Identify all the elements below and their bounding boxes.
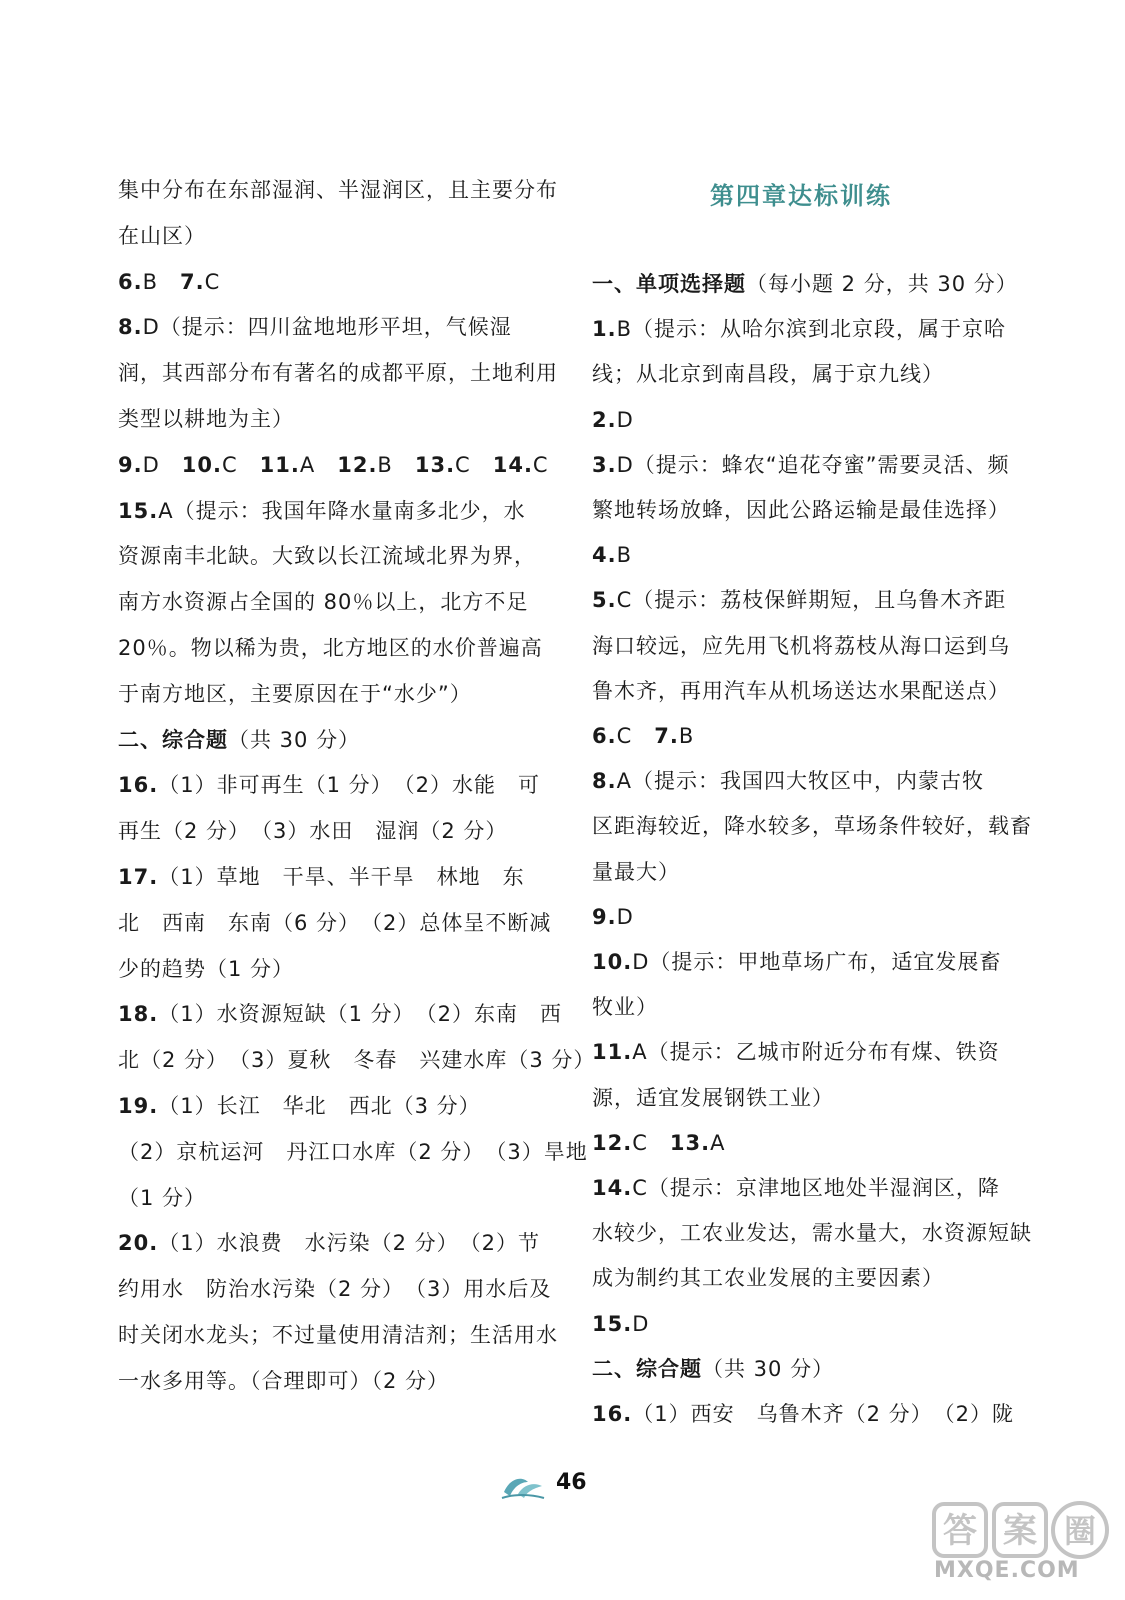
text-span: 一水多用等。（合理即可）（2 分） (118, 1368, 450, 1393)
left-line (118, 542, 536, 570)
bold-label: 6. (592, 724, 617, 748)
right-line (592, 1219, 1032, 1247)
bold-label: 4. (592, 543, 617, 568)
text-span: B (377, 452, 415, 477)
text-span: 再生（2 分） （3）水田 湿润（2 分） (118, 819, 508, 844)
right-line (592, 722, 694, 750)
text-span: D (632, 1311, 650, 1336)
right-line (592, 812, 1032, 840)
text-span: （1）水浪费 水污染（2 分） （2）节 (158, 1231, 540, 1256)
left-line (118, 955, 294, 983)
text-span: C (616, 724, 655, 748)
bold-label: 10. (181, 452, 222, 477)
watermark-logo (928, 1496, 1118, 1596)
text-span: 量最大） (592, 859, 680, 884)
bold-label: 19. (118, 1094, 159, 1118)
bold-label: 7. (180, 269, 205, 294)
bold-label: 一、单项选择题 (592, 272, 746, 296)
right-line (592, 270, 1018, 298)
left-line (118, 588, 528, 616)
text-span: C (221, 452, 260, 477)
left-line (118, 1184, 206, 1212)
text-span: （共 30 分） (228, 727, 361, 752)
right-line (592, 496, 1010, 524)
bold-label: 11. (592, 1040, 633, 1065)
text-span: （2）京杭运河 丹江口水库（2 分） （3）旱地 (118, 1139, 588, 1164)
right-line (592, 1355, 834, 1383)
bold-label: 8. (592, 769, 617, 794)
right-line (592, 406, 634, 434)
bold-label: 15. (118, 498, 159, 523)
right-line (592, 360, 944, 388)
right-line (592, 903, 634, 931)
bold-label: 17. (118, 865, 159, 889)
text-span: （1 分） (118, 1185, 207, 1210)
left-line (118, 1138, 588, 1166)
right-line (592, 1400, 1014, 1428)
text-span: B (616, 543, 633, 568)
text-span: 源，适宜发展钢铁工业） (592, 1085, 834, 1110)
right-line (592, 677, 1010, 705)
left-line (118, 1321, 558, 1349)
text-span: 牧业） (592, 995, 658, 1020)
text-span: 类型以耕地为主） (118, 407, 294, 431)
text-span: 海口较远，应先用飞机将荔枝从海口运到乌 (592, 633, 1010, 658)
right-line (592, 767, 984, 795)
left-line (118, 1367, 449, 1395)
text-span: A（提示：我国年降水量南多北少，水 (158, 498, 526, 523)
text-span: 集中分布在东部湿润、半湿润区，且主要分布 (118, 178, 558, 202)
text-span: 北（2 分） （3）夏秋 冬春 兴建水库（3 分） (118, 1048, 596, 1073)
text-span: A (299, 452, 338, 477)
right-line (592, 315, 1006, 343)
text-span: D (616, 904, 634, 929)
bold-label: 9. (592, 904, 617, 929)
right-line (592, 632, 1010, 660)
left-line (118, 1092, 481, 1120)
right-line (592, 1264, 944, 1292)
right-line (592, 1129, 725, 1157)
text-span: D（提示：蜂农“追花夺蜜”需要灵活、频 (616, 452, 1010, 477)
text-span: （共 30 分） (702, 1356, 835, 1381)
left-line (118, 863, 525, 891)
text-span: B (678, 724, 695, 748)
bold-label: 18. (118, 1002, 159, 1027)
bold-label: 16. (118, 773, 159, 798)
text-span: D (142, 452, 182, 477)
bold-label: 6. (118, 269, 143, 294)
text-span: 成为制约其工农业发展的主要因素） (592, 1266, 944, 1291)
text-span: C (455, 452, 493, 477)
left-line (118, 726, 360, 754)
left-line (118, 1275, 551, 1303)
bold-label: 二、综合题 (118, 727, 228, 752)
page-footer (500, 1468, 625, 1508)
text-span: 鲁木齐，再用汽车从机场送达水果配送点） (592, 678, 1010, 703)
watermark-text: MXQE.COM (934, 1558, 1080, 1583)
text-span: 于南方地区，主要原因在于“水少”） (118, 681, 472, 706)
bold-label: 10. (592, 950, 633, 974)
leaf-logo-icon (500, 1468, 546, 1504)
text-span: 时关闭水龙头；不过量使用清洁剂；生活用水 (118, 1323, 558, 1347)
bold-label: 5. (592, 588, 617, 613)
bold-label: 12. (592, 1130, 633, 1155)
right-line (592, 1038, 1000, 1066)
left-line (118, 497, 526, 525)
bold-label: 15. (592, 1311, 633, 1336)
bold-label: 13. (669, 1130, 711, 1155)
svg-text:案: 案 (1003, 1511, 1037, 1551)
bold-label: 14. (492, 452, 533, 477)
text-span: C（提示：京津地区地处半湿润区，降 (632, 1176, 1000, 1200)
chapter-heading: 第四章达标训练 (710, 181, 892, 210)
bold-label: 13. (414, 452, 456, 477)
text-span: 少的趋势（1 分） (118, 956, 295, 981)
right-line (592, 1174, 1000, 1202)
text-span: B（提示：从哈尔滨到北京段，属于京哈 (616, 317, 1006, 342)
bold-label: 20. (118, 1231, 159, 1256)
right-line (592, 541, 632, 569)
text-span: A（提示：我国四大牧区中，内蒙古牧 (616, 769, 984, 794)
text-span: （每小题 2 分，共 30 分） (746, 272, 1018, 296)
text-span: （1）水资源短缺（1 分） （2）东南 西 (158, 1002, 562, 1027)
text-span: 线；从北京到南昌段，属于京九线） (592, 362, 944, 387)
text-span: （1）西安 乌鲁木齐（2 分） （2）陇 (632, 1402, 1014, 1426)
bold-label: 3. (592, 452, 617, 477)
text-span: A (710, 1130, 726, 1155)
bold-label: 2. (592, 407, 617, 432)
page-number: 46 (556, 1470, 587, 1495)
text-span: 繁地转场放蜂，因此公路运输是最佳选择） (592, 498, 1010, 522)
text-span: （1）非可再生（1 分） （2）水能 可 (158, 773, 540, 798)
left-line (118, 817, 507, 845)
bold-label: 1. (592, 317, 617, 342)
text-span: D（提示：甲地草场广布，适宜发展畜 (632, 950, 1002, 974)
svg-text:答: 答 (943, 1511, 977, 1551)
bold-label: 11. (259, 452, 300, 477)
left-line (118, 1229, 540, 1257)
text-span: 约用水 防治水污染（2 分） （3）用水后及 (118, 1277, 552, 1302)
right-line (592, 1310, 649, 1338)
bold-label: 7. (654, 724, 679, 748)
text-span: 在山区） (118, 223, 206, 248)
left-line (118, 222, 206, 250)
text-span: C (532, 452, 549, 477)
text-span: 润，其西部分布有著名的成都平原，土地利用 (118, 361, 558, 386)
left-line (118, 268, 220, 296)
text-span: C (204, 269, 221, 294)
bold-label: 14. (592, 1176, 633, 1200)
text-span: B (142, 269, 181, 294)
bold-label: 8. (118, 315, 143, 340)
text-span: （1）草地 干旱、半干旱 林地 东 (158, 865, 525, 889)
left-line (118, 1046, 595, 1074)
right-line (592, 1084, 834, 1112)
text-span: D（提示：四川盆地地形平坦，气候湿 (142, 315, 512, 340)
text-span: （1）长江 华北 西北（3 分） (158, 1094, 481, 1118)
left-line (118, 313, 512, 341)
text-span: 资源南丰北缺。大致以长江流域北界为界， (118, 544, 536, 569)
text-span: 水较少，工农业发达，需水量大，水资源短缺 (592, 1221, 1032, 1246)
bold-label: 9. (118, 452, 143, 477)
text-span: 20％。物以稀为贵，北方地区的水价普遍高 (118, 636, 543, 660)
left-line (118, 680, 472, 708)
svg-text:圈: 圈 (1063, 1512, 1097, 1550)
right-line (592, 451, 1010, 479)
left-line (118, 359, 558, 387)
right-line (592, 586, 1006, 614)
left-line (118, 771, 540, 799)
left-line (118, 909, 551, 937)
right-line (592, 858, 680, 886)
left-line (118, 176, 558, 204)
left-line (118, 634, 543, 662)
text-span: 南方水资源占全国的 80％以上，北方不足 (118, 590, 529, 615)
bold-label: 12. (337, 452, 378, 477)
text-span: 北 西南 东南（6 分） （2）总体呈不断减 (118, 910, 552, 935)
left-line (118, 451, 549, 479)
text-span: C（提示：荔枝保鲜期短，且乌鲁木齐距 (616, 588, 1007, 613)
text-span: A（提示：乙城市附近分布有煤、铁资 (632, 1040, 1000, 1065)
right-line (592, 993, 658, 1021)
text-span: 区距海较近，降水较多，草场条件较好，载畜 (592, 814, 1032, 839)
bold-label: 二、综合题 (592, 1356, 702, 1381)
text-span: C (632, 1130, 670, 1155)
bold-label: 16. (592, 1402, 633, 1426)
left-line (118, 405, 294, 433)
watermark-icon (928, 1496, 1118, 1566)
left-line (118, 1000, 562, 1028)
text-span: D (616, 407, 634, 432)
right-line (592, 948, 1001, 976)
